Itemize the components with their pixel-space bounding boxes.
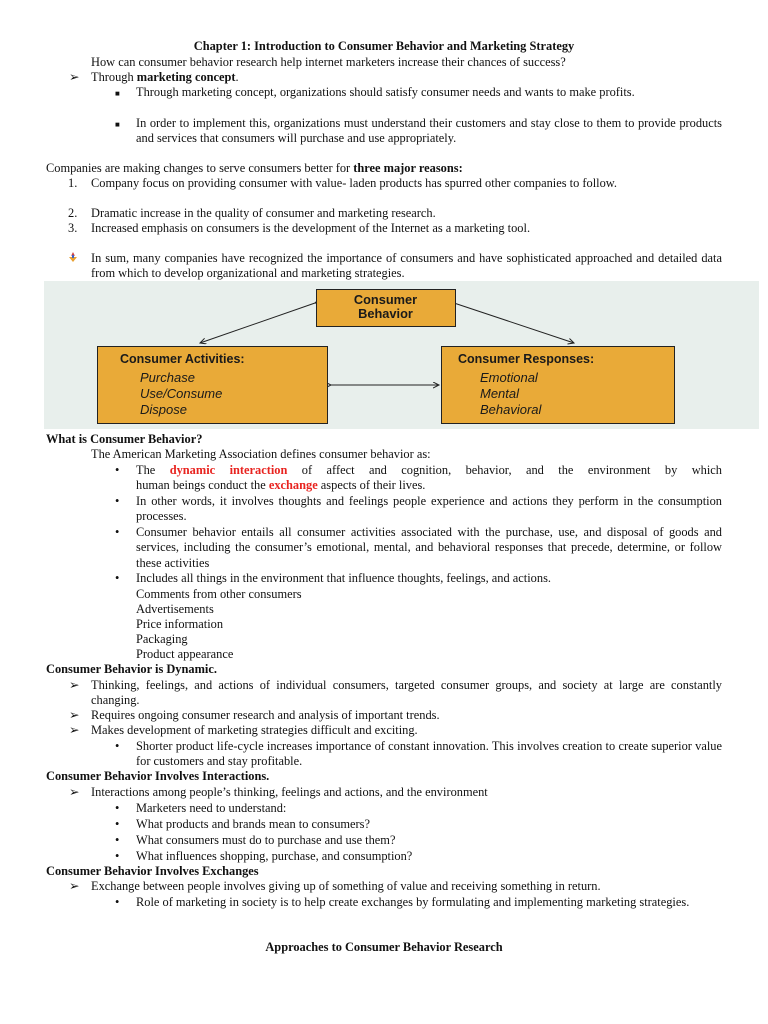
square-bullet-icon: ■ xyxy=(115,89,120,98)
response-item: Behavioral xyxy=(480,402,542,417)
section-heading: Consumer Behavior is Dynamic. xyxy=(46,662,217,676)
square-bullet-icon: ■ xyxy=(115,120,120,129)
influence-item: Price information xyxy=(136,617,224,631)
influence-item: Product appearance xyxy=(136,647,234,661)
through-bullet-1: Through marketing concept, organizations should satisfy consumer needs and wants to make profits. xyxy=(136,85,635,99)
center-box-line2: Behavior xyxy=(358,306,413,321)
what-is-bullet: Includes all things in the environment that influence thoughts, feelings, and actions. xyxy=(136,571,551,585)
in-sum-paragraph: In sum, many companies have recognized the importance of consumers and have sophisticated approached and detailed data from which to develop organizational and marketing strategies. xyxy=(91,251,722,281)
dynamic-point: Requires ongoing consumer research and analysis of important trends. xyxy=(91,708,440,722)
arrow-bullet-icon: ➢ xyxy=(69,785,80,799)
reason-number: 2. xyxy=(68,206,78,220)
interactions-item: What influences shopping, purchase, and consumption? xyxy=(136,849,413,863)
interactions-item: What products and brands mean to consumers? xyxy=(136,817,370,831)
response-item: Mental xyxy=(480,386,520,401)
arrow-bullet-icon: ➢ xyxy=(69,70,80,84)
arrow-bullet-icon: ➢ xyxy=(69,879,80,893)
arrow-center-left xyxy=(200,303,315,343)
interactions-point: Interactions among people’s thinking, feelings and actions, and the environment xyxy=(91,785,488,799)
influence-item: Packaging xyxy=(136,632,188,646)
interactions-item: What consumers must do to purchase and use them? xyxy=(136,833,396,847)
dot-bullet-icon: • xyxy=(115,571,120,585)
section-heading: Consumer Behavior Involves Exchanges xyxy=(46,864,259,878)
exchanges-point: Exchange between people involves giving up of something of value and receiving something in return. xyxy=(91,879,601,893)
intro-question: How can consumer behavior research help internet marketers increase their chances of success? xyxy=(91,55,566,69)
influence-item: Comments from other consumers xyxy=(136,587,302,601)
what-is-bullet: Consumer behavior entails all consumer activities associated with the purchase, use, and disposal of goods and services, including the consumer’s emotional, mental, and behavioral responses that precede, determine, or follow these activities xyxy=(136,525,722,570)
ama-definition-line1: The dynamic interaction of affect and cognition, behavior, and the environment by which xyxy=(136,463,722,477)
exchanges-sub-point: Role of marketing in society is to help create exchanges by formulating and implementing marketing strategies. xyxy=(136,895,690,909)
ama-intro: The American Marketing Association defines consumer behavior as: xyxy=(91,447,431,461)
through-line: Through marketing concept. xyxy=(91,70,239,84)
dot-bullet-icon: • xyxy=(115,817,120,831)
consumer-behavior-box xyxy=(316,289,456,327)
reason-item: Company focus on providing consumer with value- laden products has spurred other companies to follow. xyxy=(91,176,618,190)
activity-item: Use/Consume xyxy=(140,386,223,401)
consumer-activities-box xyxy=(97,346,328,424)
dot-bullet-icon: • xyxy=(115,833,120,847)
dot-bullet-icon: • xyxy=(115,463,120,477)
dot-bullet-icon: • xyxy=(115,801,120,815)
dynamic-sub-point: Shorter product life-cycle increases importance of constant innovation. This involves creation to create superior value for customers and stay profitable. xyxy=(136,739,722,769)
arrow-bullet-icon: ➢ xyxy=(69,708,80,722)
responses-title: Consumer Responses: xyxy=(458,352,595,366)
reason-number: 3. xyxy=(68,221,78,235)
reasons-intro: Companies are making changes to serve consumers better for three major reasons: xyxy=(46,161,463,175)
activity-item: Dispose xyxy=(140,402,187,417)
dynamic-point: Makes development of marketing strategies difficult and exciting. xyxy=(91,723,418,737)
approaches-heading: Approaches to Consumer Behavior Research xyxy=(265,940,503,954)
through-bullet-2: In order to implement this, organizations must understand their customers and stay close to them to provide products and services that consumers will purchase and use appropriately. xyxy=(136,116,722,146)
ama-definition-line2: human beings conduct the exchange aspects of their lives. xyxy=(136,478,426,492)
reason-number: 1. xyxy=(68,176,78,190)
activities-title: Consumer Activities: xyxy=(120,352,245,366)
dynamic-point: Thinking, feelings, and actions of individual consumers, targeted consumer groups, and society at large are constantly changing. xyxy=(91,678,722,708)
chapter-title: Chapter 1: Introduction to Consumer Behavior and Marketing Strategy xyxy=(193,39,575,53)
influence-item: Advertisements xyxy=(136,602,214,616)
consumer-responses-box xyxy=(441,346,675,424)
dot-bullet-icon: • xyxy=(115,494,120,508)
arrow-center-right xyxy=(454,303,574,343)
dot-bullet-icon: • xyxy=(115,849,120,863)
response-item: Emotional xyxy=(480,370,538,385)
interactions-item: Marketers need to understand: xyxy=(136,801,287,815)
dot-bullet-icon: • xyxy=(115,895,120,909)
activity-item: Purchase xyxy=(140,370,195,385)
arrow-bullet-icon: ➢ xyxy=(69,678,80,692)
dot-bullet-icon: • xyxy=(115,525,120,539)
dot-bullet-icon: • xyxy=(115,739,120,753)
arrow-bullet-icon: ➢ xyxy=(69,723,80,737)
reason-item: Increased emphasis on consumers is the development of the Internet as a marketing tool. xyxy=(91,221,531,235)
section-heading: What is Consumer Behavior? xyxy=(46,432,203,446)
pin-bullet-icon xyxy=(67,251,79,267)
center-box-line1: Consumer xyxy=(353,292,418,307)
reason-item: Dramatic increase in the quality of consumer and marketing research. xyxy=(91,206,436,220)
section-heading: Consumer Behavior Involves Interactions. xyxy=(46,769,270,783)
what-is-bullet: In other words, it involves thoughts and feelings people experience and actions they perform in the consumption processes. xyxy=(136,494,722,524)
